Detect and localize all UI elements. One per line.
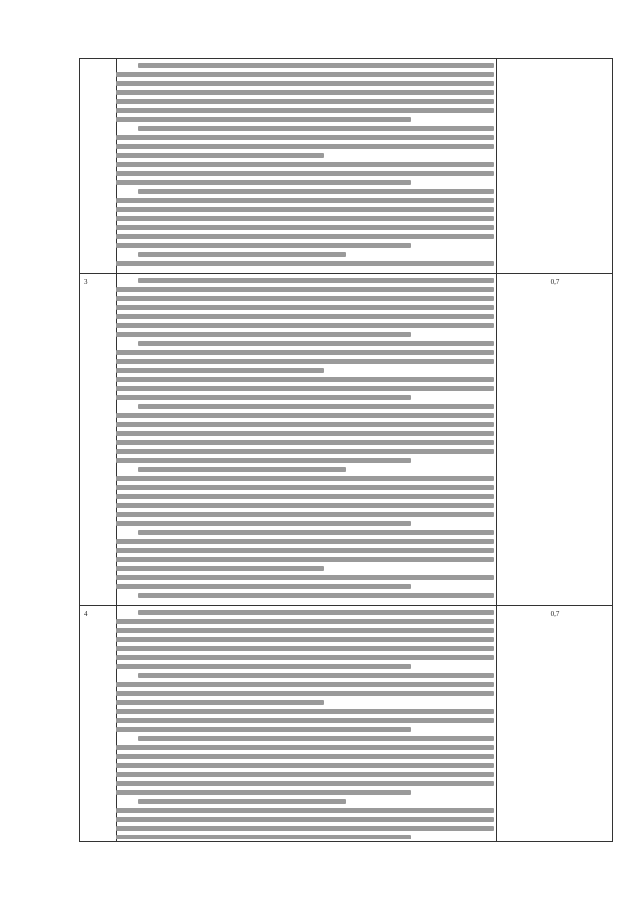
text-line — [116, 718, 494, 723]
text-line — [116, 81, 494, 86]
text-line — [116, 440, 494, 445]
text-line — [116, 422, 494, 427]
text-line — [116, 646, 494, 651]
text-line — [138, 63, 494, 68]
text-line — [116, 171, 494, 176]
text-line — [116, 117, 411, 122]
text-line — [138, 252, 346, 257]
text-line — [116, 359, 494, 364]
text-line — [138, 736, 494, 741]
text-line — [116, 332, 411, 337]
text-line — [116, 655, 494, 660]
text-line — [116, 494, 494, 499]
row-number: 4 — [84, 610, 88, 618]
text-line — [116, 305, 494, 310]
text-line — [116, 476, 494, 481]
text-line — [116, 584, 411, 589]
text-line — [116, 225, 494, 230]
row-text-continuation — [116, 63, 494, 269]
text-line — [116, 153, 324, 158]
row-number: 3 — [84, 278, 88, 286]
text-line — [116, 323, 494, 328]
text-line — [116, 413, 494, 418]
text-line — [116, 234, 494, 239]
text-line — [116, 135, 494, 140]
text-line — [138, 530, 494, 535]
text-line — [116, 243, 411, 248]
column-divider — [496, 59, 497, 841]
text-line — [116, 287, 494, 292]
text-line — [116, 377, 494, 382]
text-line — [116, 503, 494, 508]
text-line — [116, 628, 494, 633]
text-line — [116, 700, 324, 705]
text-line — [116, 619, 494, 624]
text-line — [138, 189, 494, 194]
text-line — [116, 296, 494, 301]
text-line — [116, 108, 494, 113]
text-line — [116, 727, 411, 732]
text-line — [138, 126, 494, 131]
text-line — [116, 216, 494, 221]
text-line — [116, 781, 494, 786]
text-line — [116, 198, 494, 203]
text-line — [138, 593, 494, 598]
row-coefficient: 0,7 — [550, 610, 560, 618]
text-line — [116, 180, 411, 185]
text-line — [116, 485, 494, 490]
text-line — [116, 745, 494, 750]
text-line — [116, 808, 494, 813]
text-line — [116, 144, 494, 149]
text-line — [116, 575, 494, 580]
text-line — [138, 467, 346, 472]
text-line — [116, 637, 494, 642]
text-line — [116, 664, 411, 669]
text-line — [116, 386, 494, 391]
text-line — [138, 341, 494, 346]
row-divider — [80, 605, 612, 606]
text-line — [138, 278, 494, 283]
text-line — [116, 368, 324, 373]
text-line — [116, 350, 494, 355]
text-line — [116, 395, 411, 400]
text-line — [116, 99, 494, 104]
text-line — [116, 835, 411, 839]
text-line — [116, 772, 494, 777]
text-line — [138, 404, 494, 409]
row-coefficient: 0,7 — [550, 278, 560, 286]
text-line — [116, 566, 324, 571]
text-line — [116, 207, 494, 212]
text-line — [116, 817, 494, 822]
text-line — [116, 754, 494, 759]
text-line — [116, 826, 494, 831]
text-line — [138, 610, 494, 615]
text-line — [116, 521, 411, 526]
text-line — [116, 682, 494, 687]
text-line — [116, 72, 494, 77]
text-line — [116, 314, 494, 319]
text-line — [116, 557, 494, 562]
row-divider — [80, 273, 612, 274]
row-text-4 — [116, 610, 494, 839]
text-line — [116, 431, 494, 436]
text-line — [116, 709, 494, 714]
text-line — [116, 261, 494, 266]
text-line — [116, 512, 494, 517]
text-line — [116, 790, 411, 795]
text-line — [116, 449, 494, 454]
text-line — [138, 673, 494, 678]
text-line — [116, 763, 494, 768]
text-line — [116, 458, 411, 463]
row-text-3 — [116, 278, 494, 600]
text-line — [116, 162, 494, 167]
tariff-table — [79, 58, 613, 842]
text-line — [116, 548, 494, 553]
text-line — [116, 90, 494, 95]
text-line — [116, 691, 494, 696]
text-line — [116, 539, 494, 544]
text-line — [138, 799, 346, 804]
